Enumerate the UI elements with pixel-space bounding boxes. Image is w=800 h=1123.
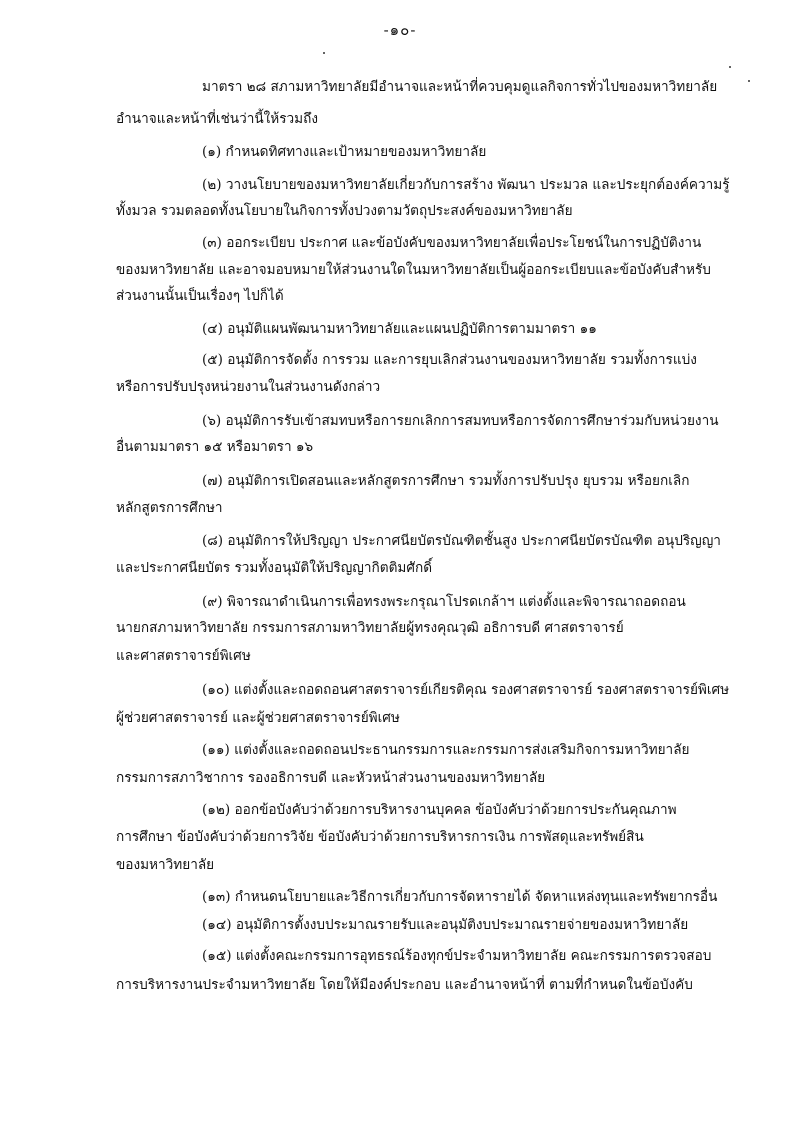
clause-11-continuation: กรรมการสภาวิชาการ รองอธิการบดี และหัวหน้าส่วนงานของมหาวิทยาลัย xyxy=(116,770,546,786)
clause-3-continuation: ของมหาวิทยาลัย และอาจมอบหมายให้ส่วนงานใดในมหาวิทยาลัยเป็นผู้ออกระเบียบและข้อบังคับสำหรับ xyxy=(116,262,711,278)
clause-15-continuation: การบริหารงานประจำมหาวิทยาลัย โดยให้มีองค์ประกอบ และอำนาจหน้าที่ ตามที่กำหนดในข้อบังคับ xyxy=(116,977,693,993)
clause-7-continuation: หลักสูตรการศึกษา xyxy=(116,500,223,516)
clause-9-continuation: และศาสตราจารย์พิเศษ xyxy=(116,648,251,664)
article-28-continuation: อำนาจและหน้าที่เช่นว่านี้ให้รวมถึง xyxy=(116,111,319,127)
clause-1: (๑) กำหนดทิศทางและเป้าหมายของมหาวิทยาลัย xyxy=(202,144,487,160)
clause-7: (๗) อนุมัติการเปิดสอนและหลักสูตรการศึกษา รวมทั้งการปรับปรุง ยุบรวม หรือยกเลิก xyxy=(202,473,690,489)
scan-speck xyxy=(323,52,325,54)
clause-11: (๑๑) แต่งตั้งและถอดถอนประธานกรรมการและกรรมการส่งเสริมกิจการมหาวิทยาลัย xyxy=(202,742,690,758)
clause-6-continuation: อื่นตามมาตรา ๑๕ หรือมาตรา ๑๖ xyxy=(116,439,314,455)
clause-10: (๑๐) แต่งตั้งและถอดถอนศาสตราจารย์เกียรติคุณ รองศาสตราจารย์ รองศาสตราจารย์พิเศษ xyxy=(202,682,730,698)
clause-9-continuation: นายกสภามหาวิทยาลัย กรรมการสภามหาวิทยาลัยผู้ทรงคุณวุฒิ อธิการบดี ศาสตราจารย์ xyxy=(116,620,624,636)
clause-3-continuation: ส่วนงานนั้นเป็นเรื่องๆ ไปก็ได้ xyxy=(116,288,284,304)
clause-8: (๘) อนุมัติการให้ปริญญา ประกาศนียบัตรบัณฑิตชั้นสูง ประกาศนียบัตรบัณฑิต อนุปริญญา xyxy=(202,533,721,549)
clause-6: (๖) อนุมัติการรับเข้าสมทบหรือการยกเลิกการสมทบหรือการจัดการศึกษาร่วมกับหน่วยงาน xyxy=(202,413,719,429)
scan-speck xyxy=(729,66,731,68)
clause-10-continuation: ผู้ช่วยศาสตราจารย์ และผู้ช่วยศาสตราจารย์พิเศษ xyxy=(116,710,400,726)
clause-14: (๑๔) อนุมัติการตั้งงบประมาณรายรับและอนุมัติงบประมาณรายจ่ายของมหาวิทยาลัย xyxy=(202,917,689,933)
clause-5-continuation: หรือการปรับปรุงหน่วยงานในส่วนงานดังกล่าว xyxy=(116,379,381,395)
scan-speck xyxy=(748,80,750,82)
clause-2: (๒) วางนโยบายของมหาวิทยาลัยเกี่ยวกับการสร้าง พัฒนา ประมวล และประยุกต์องค์ความรู้ xyxy=(202,177,730,193)
article-28-heading: มาตรา ๒๘ สภามหาวิทยาลัยมีอำนาจและหน้าที่ควบคุมดูแลกิจการทั่วไปของมหาวิทยาลัย xyxy=(202,79,718,95)
clause-9: (๙) พิจารณาดำเนินการเพื่อทรงพระกรุณาโปรดเกล้าฯ แต่งตั้งและพิจารณาถอดถอน xyxy=(202,594,686,610)
clause-2-continuation: ทั้งมวล รวมตลอดทั้งนโยบายในกิจการทั้งปวงตามวัตถุประสงค์ของมหาวิทยาลัย xyxy=(116,203,573,219)
clause-12: (๑๒) ออกข้อบังคับว่าด้วยการบริหารงานบุคคล ข้อบังคับว่าด้วยการประกันคุณภาพ xyxy=(202,802,677,818)
clause-5: (๕) อนุมัติการจัดตั้ง การรวม และการยุบเลิกส่วนงานของมหาวิทยาลัย รวมทั้งการแบ่ง xyxy=(202,352,697,368)
clause-4: (๔) อนุมัติแผนพัฒนามหาวิทยาลัยและแผนปฏิบัติการตามมาตรา ๑๑ xyxy=(202,321,597,337)
clause-12-continuation: การศึกษา ข้อบังคับว่าด้วยการวิจัย ข้อบังคับว่าด้วยการบริหารการเงิน การพัสดุและทรัพย์สิน xyxy=(116,829,644,845)
clause-3: (๓) ออกระเบียบ ประกาศ และข้อบังคับของมหาวิทยาลัยเพื่อประโยชน์ในการปฏิบัติงาน xyxy=(202,235,702,251)
clause-12-continuation: ของมหาวิทยาลัย xyxy=(116,857,215,873)
clause-15: (๑๕) แต่งตั้งคณะกรรมการอุทธรณ์ร้องทุกข์ประจำมหาวิทยาลัย คณะกรรมการตรวจสอบ xyxy=(202,948,712,964)
clause-8-continuation: และประกาศนียบัตร รวมทั้งอนุมัติให้ปริญญากิตติมศักดิ์ xyxy=(116,560,433,576)
clause-13: (๑๓) กำหนดนโยบายและวิธีการเกี่ยวกับการจัดหารายได้ จัดหาแหล่งทุนและทรัพยากรอื่น xyxy=(202,889,718,905)
page-number: -๑๐- xyxy=(383,21,417,39)
